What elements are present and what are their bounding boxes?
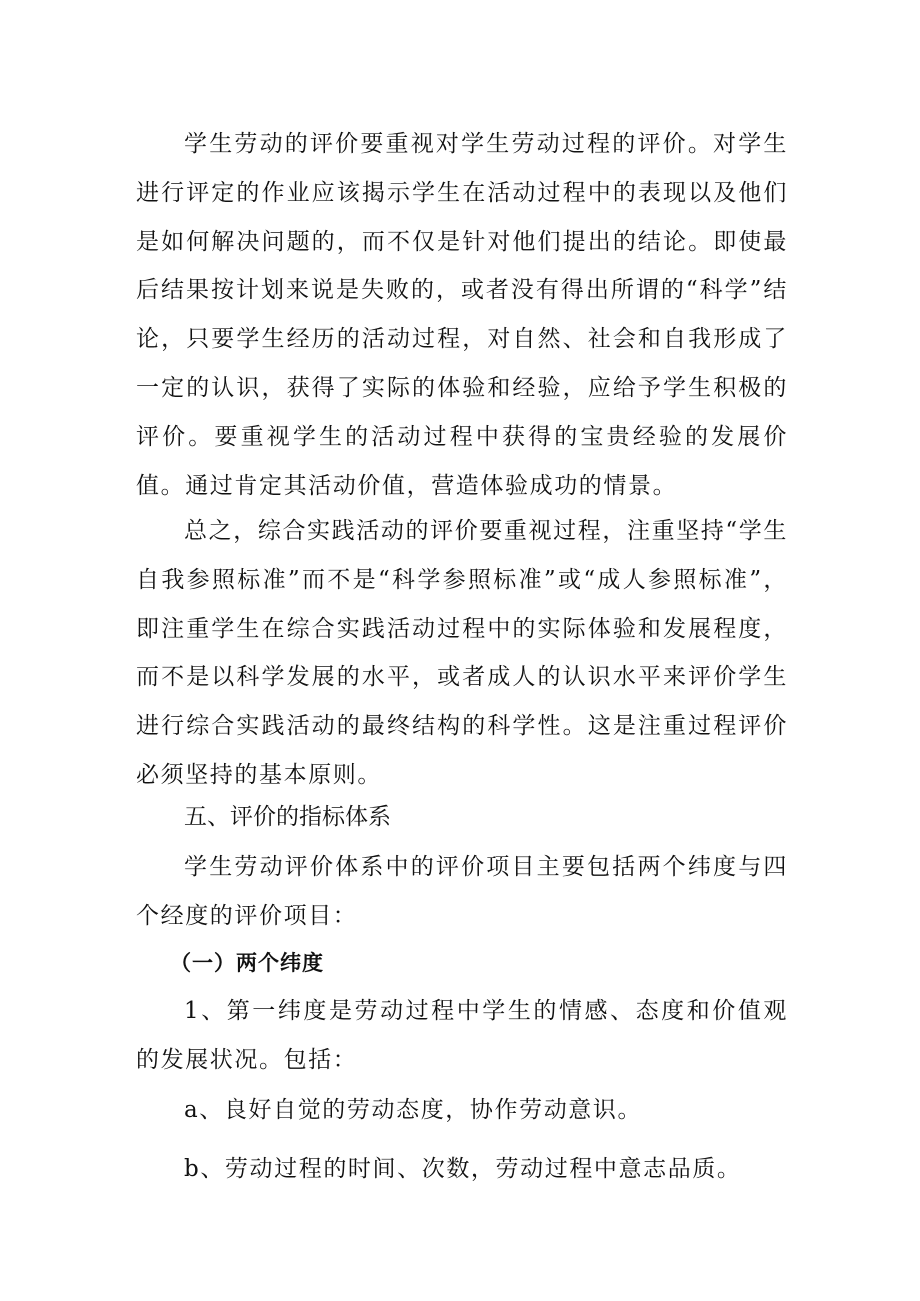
paragraph-process-evaluation: 学生劳动的评价要重视对学生劳动过程的评价。对学生进行评定的作业应该揭示学生在活动过程中的表现以及他们是如何解决问题的，而不仅是针对他们提出的结论。即使最后结果按计划来说是失败的，或者没有得出所谓的“科学”结论，只要学生经历的活动过程，对自然、社会和自我形成了一定的认识，获得了实际的体验和经验，应给予学生积极的评价。要重视学生的活动过程中获得的宝贵经验的发展价值。通过肯定其活动价值，营造体验成功的情景。 bbox=[136, 131, 788, 499]
list-item-a: a、良好自觉的劳动态度，协作劳动意识。 bbox=[184, 1097, 643, 1123]
paragraph-summary: 总之，综合实践活动的评价要重视过程，注重坚持“学生自我参照标准”而不是“科学参照标准”或“成人参照标准”，即注重学生在综合实践活动过程中的实际体验和发展程度，而不是以科学发展的水平，或者成人的认识水平来评价学生进行综合实践活动的最终结构的科学性。这是注重过程评价必须坚持的基本原则。 bbox=[136, 518, 788, 788]
paragraph-section-intro: 学生劳动评价体系中的评价项目主要包括两个纬度与四个经度的评价项目： bbox=[136, 854, 788, 929]
paragraph-first-dimension: 1、第一纬度是劳动过程中学生的情感、态度和价值观的发展状况。包括： bbox=[136, 998, 788, 1073]
list-item-b: b、劳动过程的时间、次数，劳动过程中意志品质。 bbox=[184, 1156, 742, 1182]
subheading-two-dimensions: （一）两个纬度 bbox=[170, 951, 324, 975]
section-heading: 五、评价的指标体系 bbox=[184, 804, 391, 830]
